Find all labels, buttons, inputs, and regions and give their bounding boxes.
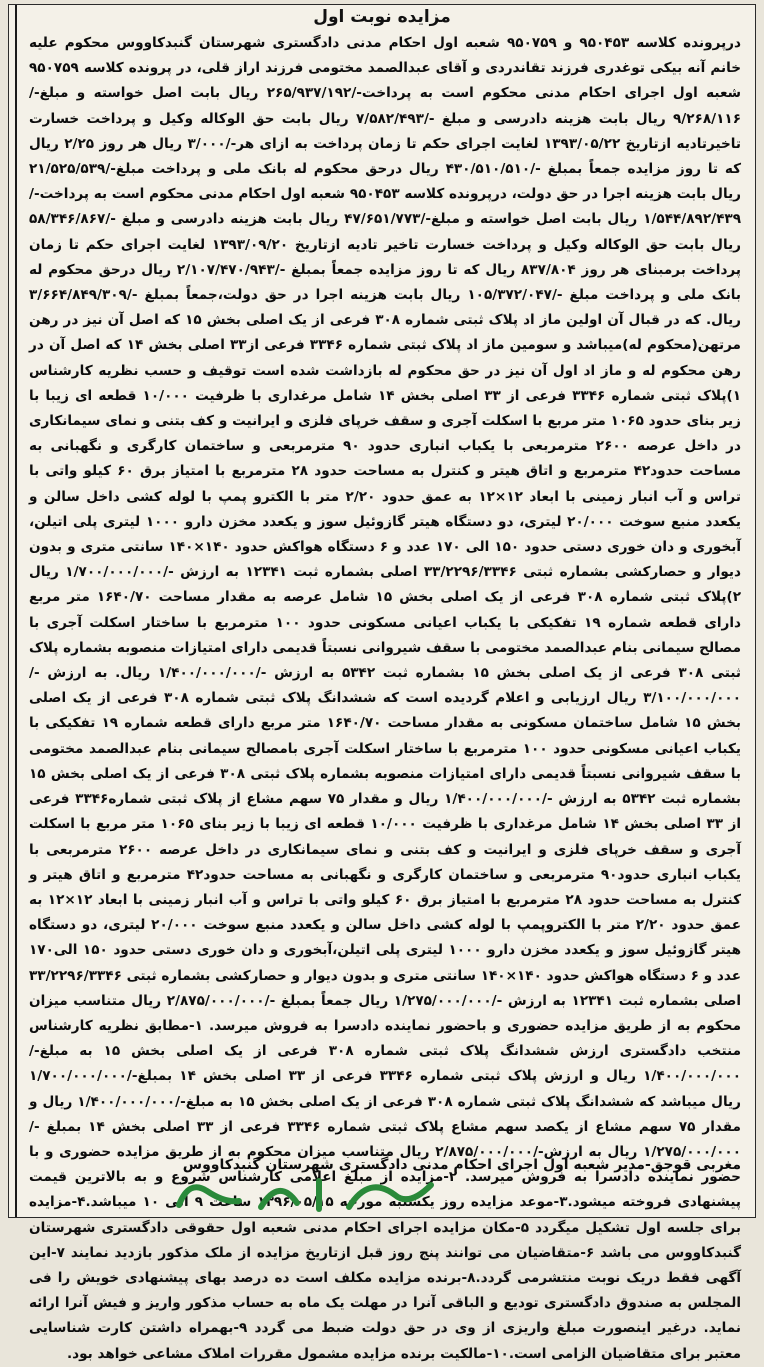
notice-title: مزایده نوبت اول [313, 7, 451, 27]
left-border-rule [15, 5, 17, 1217]
auction-notice-clipping [8, 4, 756, 1362]
notice-body: درپرونده کلاسه ۹۵۰۴۵۳ و ۹۵۰۷۵۹ شعبه اول احکام مدنی دادگستری شهرستان گنبدکاووس محکوم علیه خانم آنه بیکی توغدری فرزند تقاندردی و آقای عبدالصمد مختومی فرزند اراز قلی، در پرونده کلاسه ۹۵۰۷۵۹ شعبه اول اجرای احکام مدنی محکوم است به پرداخت-/۲۶۵/۹۳۷/۱۹۲ ریال بابت اصل خواسته و مبلغ-/۹/۲۶۸/۱۱۶ ریال بابت هزینه دادرسی و مبلغ -/۷/۵۸۲/۴۹۳ ریال بابت حق الوکاله وکیل و پرداخت خسارت تاخیرتادیه ازتاریخ ۱۳۹۳/۰۵/۲۲ لغایت اجرای حکم تا زمان پرداخت به ازای هر-/۳/۰۰۰ ریال هر روز ۲/۲۵ ریال که تا روز مزایده جمعاً بمبلغ -/۴۳۰/۵۱۰/۵۱۰ ریال درحق محکوم له بانک ملی و پرداخت مبلغ-/۲۱/۵۲۵/۵۳۹ ریال بابت هزینه اجرا در حق دولت، درپرونده کلاسه ۹۵۰۴۵۳ شعبه اول احکام مدنی محکوم است به پرداخت-/۱/۵۴۴/۸۹۲/۴۳۹ ریال بابت اصل خواسته و مبلغ-/۴۷/۶۵۱/۷۷۳ ریال بابت هزینه دادرسی و مبلغ -/۵۸/۳۴۶/۸۶۷ ریال بابت حق الوکاله وکیل و پرداخت خسارت تاخیر تادیه ازتاریخ ۱۳۹۳/۰۹/۲۰ لغایت اجرای حکم تا زمان پرداخت برمبنای هر روز ۸۳۷/۸۰۴ ریال که تا روز مزایده جمعاً بمبلغ -/۲/۱۰۷/۴۷۰/۹۴۳ ریال درحق محکوم له بانک ملی و پرداخت مبلغ -/۱۰۵/۳۷۲/۰۴۷ ریال بابت هزینه اجرا در حق دولت،جمعاً بمبلغ -/۳/۶۶۴/۸۴۹/۳۰۹ ریال. که در قبال آن اولین ماز اد پلاک ثبتی شماره ۳۰۸ فرعی از یک اصلی بخش ۱۵ که اصل آن نیز در رهن مرتهن(محکوم له)میباشد و سومین ماز اد پلاک ثبتی شماره ۳۳۴۶ فرعی از۳۳ اصلی بخش ۱۴ که اصل آن در رهن محکوم له و ماز اد اول آن نیز در حق محکوم له بازداشت شده است توقیف و حسب نظریه کارشناس ۱)پلاک ثبتی شماره ۳۳۴۶ فرعی از ۳۳ اصلی بخش ۱۴ شامل مرغداری با ظرفیت ۱۰/۰۰۰ قطعه ای زیبا با زیر بنای حدود ۱۰۶۵ متر مربع با اسکلت آجری و سقف خرپای فلزی و ایرانیت و کف بتنی و نمای سیمانکاری در داخل عرصه ۲۶۰۰ مترمربعی با یکباب انباری حدود ۹۰ مترمربعی و ساختمان کارگری و نگهبانی به مساحت حدود۴۲ مترمربع و اتاق هیتر و کنترل به مساحت حدود ۲۸ مترمربع با امتیاز برق ۶۰ کیلو واتی با تراس و آب انبار زمینی با ابعاد ۱۲×۱۲ به عمق حدود ۲/۲۰ متر با الکترو پمپ با لوله کشی داخل سالن و یکعدد منبع سوخت ۲۰/۰۰۰ لیتری، دو دستگاه هیتر گازوئیل سوز و یکعدد مخزن دارو ۱۰۰۰ لیتری پلی اتیلن، آبخوری و دان خوری دستی حدود ۱۵۰ الی ۱۷۰ عدد و ۶ دستگاه هواکش حدود ۱۴۰×۱۴۰ سانتی متری و بدون دیوار و حصارکشی بشماره ثبتی ۳۳/۲۲۹۶/۳۳۴۶ اصلی بشماره ثبت ۱۲۳۴۱ به ارزش -/۱/۷۰۰/۰۰۰/۰۰۰ ریال ۲)پلاک ثبتی شماره ۳۰۸ فرعی از یک اصلی بخش ۱۵ شامل عرصه به مقدار مساحت ۱۶۴۰/۷۰ متر مربع دارای قطعه شماره ۱۹ تفکیکی با یکباب اعیانی مسکونی حدود ۱۰۰ مترمربع با ساختار اسکلت آجری با مصالح سیمانی بنام عبدالصمد مختومی با سقف شیروانی نسبتاً قدیمی دارای امتیازات منصوبه بشماره پلاک ثبتی ۳۰۸ فرعی از یک اصلی بخش ۱۵ بشماره ثبت ۵۳۴۲ به ارزش -/۱/۴۰۰/۰۰۰/۰۰۰ ریال. به ارزش -/۳/۱۰۰/۰۰۰/۰۰۰ ریال ارزیابی و اعلام گردیده است که ششدانگ پلاک ثبتی شماره ۳۰۸ فرعی از یک اصلی بخش ۱۵ شامل ساختمان مسکونی به مقدار مساحت ۱۶۴۰/۷۰ متر مربع دارای قطعه شماره ۱۹ تفکیکی با یکباب اعیانی مسکونی حدود ۱۰۰ مترمربع با ساختار اسکلت آجری بامصالح سیمانی بنام عبدالصمد مختومی با سقف شیروانی نسبتاً قدیمی دارای امتیازات منصوبه بشماره پلاک ثبتی ۳۰۸ فرعی از یک اصلی بخش ۱۵ بشماره ثبت ۵۳۴۲ به ارزش -/۱/۴۰۰/۰۰۰/۰۰۰ ریال و مقدار ۷۵ سهم مشاع از پلاک ثبتی شماره۳۳۴۶ فرعی از ۳۳ اصلی بخش ۱۴ شامل مرغداری با ظرفیت ۱۰/۰۰۰ قطعه ای زیبا با زیر بنای ۱۰۶۵ متر مربع با اسکلت آجری و سقف خرپای فلزی و ایرانیت و کف بتنی و نمای سیمانکاری در داخل عرصه ۲۶۰۰ مترمربعی با یکباب انباری حدود۹۰ مترمربعی و ساختمان کارگری و نگهبانی به مساحت حدود۴۲ مترمربع و اتاق هیتر و کنترل به مساحت حدود ۲۸ مترمربع با امتیاز برق ۶۰ کیلو واتی با تراس و آب انبار زمینی با ابعاد ۱۲×۱۲ به عمق حدود ۲/۲۰ متر با الکتروپمپ با لوله کشی داخل سالن و یکعدد منبع سوخت ۲۰/۰۰۰ لیتری، دو دستگاه هیتر گازوئیل سوز و یکعدد مخزن دارو ۱۰۰۰ لیتری پلی اتیلن،آبخوری و دان خوری دستی حدود ۱۵۰ الی۱۷۰ عدد و ۶ دستگاه هواکش حدود ۱۴۰×۱۴۰ سانتی متری و بدون دیوار و حصارکشی بشماره ثبتی ۳۳/۲۲۹۶/۳۳۴۶ اصلی بشماره ثبت ۱۲۳۴۱ به ارزش -/۱/۲۷۵/۰۰۰/۰۰۰ ریال جمعاً بمبلغ -/۲/۸۷۵/۰۰۰/۰۰۰ ریال متناسب میزان محکوم به از طریق مزایده حضوری و باحضور نماینده دادسرا به فروش میرسد. ۱-مطابق نظریه کارشناس منتخب دادگستری ارزش ششدانگ پلاک ثبتی شماره ۳۰۸ فرعی از یک اصلی بخش ۱۵ به مبلغ-/۱/۴۰۰/۰۰۰/۰۰۰ ریال و ارزش پلاک ثبتی شماره ۳۳۴۶ فرعی از ۳۳ اصلی بخش ۱۴ بمبلغ-/۱/۷۰۰/۰۰۰/۰۰۰ ریال میباشد که ششدانگ پلاک ثبتی شماره ۳۰۸ فرعی از یک اصلی بخش ۱۵ به مبلغ-/۱/۴۰۰/۰۰۰/۰۰۰ ریال و مقدار ۷۵ سهم مشاع از یکصد سهم مشاع پلاک ثبتی شماره ۳۳۴۶ فرعی از ۳۳ اصلی بخش ۱۴ بمبلغ -/۱/۲۷۵/۰۰۰/۰۰۰ ریال به ارزش-/۲/۸۷۵/۰۰۰/۰۰۰ ریال متناسب میزان محکوم به از طریق مزایده حضوری و با حضور نماینده دادسرا به فروش میرسد. ۲-مزایده از مبلغ اعلامی کارشناس شروع و به بالاترین قیمت پیشنهادی فروخته میشود.۳-موعد مزایده روز یکشنبه مورخه ۱۳۹۶/۰۵/۱۵ ساعت ۹ الی ۱۰ میباشد.۴-مزایده برای جلسه اول تشکیل میگردد ۵-مکان مزایده اجرای احکام مدنی شعبه اول حقوقی دادگستری شهرستان گنبدکاووس می باشد ۶-متقاضیان می توانند پنج روز قبل ازتاریخ مزایده از ملک مذکور بازدید نمایند ۷-این آگهی فقط دریک نوبت منتشرمی گردد.۸-برنده مزایده مکلف است ده درصد بهای پیشنهادی خویش را فی المجلس به صندوق دادگستری تودیع و الباقی آنرا در مهلت یک ماه به حساب مذکور واریز و فیش آنرا ارائه نماید. درغیر اینصورت مبلغ واریزی از وی در حق دولت ضبط می گردد ۹-بهمراه داشتن کارت شناسایی معتبر برای متقاضیان الزامی است.۱۰-مالکیت برنده مزایده مشمول مقررات املاک مشاعی خواهد بود. [29, 35, 742, 1362]
green-stamp-icon [169, 1173, 449, 1213]
notice-signature: مغربی قوجق-مدیر شعبه اول اجرای احکام مدنی دادگستری شهرستان گنبدکاووس [182, 1157, 741, 1173]
